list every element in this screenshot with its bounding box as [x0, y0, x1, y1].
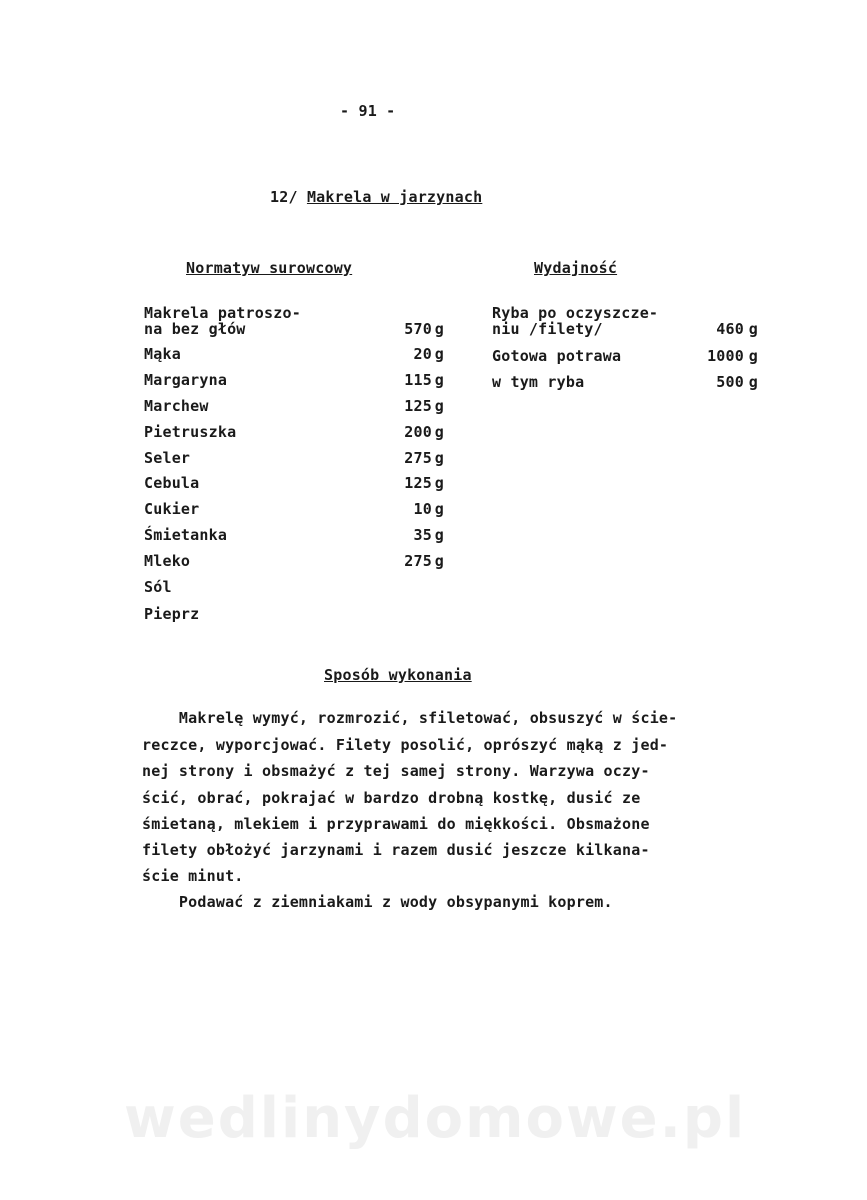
ingredient-name: Cebula	[144, 474, 200, 492]
ingredient-row	[144, 397, 444, 417]
ingredient-row	[144, 552, 444, 572]
ingredient-qty: 20	[413, 345, 432, 363]
ingredient-unit: g	[434, 345, 444, 363]
ingredient-row	[144, 423, 444, 443]
yield-name: Ryba po oczyszcze-	[492, 304, 659, 322]
recipe-title	[270, 188, 482, 206]
ingredient-row	[144, 449, 444, 469]
ingredient-row	[144, 500, 444, 520]
ingredient-row	[144, 345, 444, 365]
yield-qty: 500	[716, 373, 744, 391]
ingredient-name: na bez głów	[144, 320, 246, 338]
ingredient-row	[144, 578, 444, 598]
ingredient-name: Sól	[144, 578, 172, 596]
ingredient-row	[144, 371, 444, 391]
recipe-name: Makrela w jarzynach	[306, 188, 483, 206]
ingredient-qty: 275	[404, 552, 432, 570]
ingredient-row	[144, 474, 444, 494]
ingredient-qty: 10	[413, 500, 432, 518]
method-line: Makrelę wymyć, rozmrozić, sfiletować, obsuszyć w ście-	[142, 709, 678, 727]
ingredient-unit: g	[434, 552, 444, 570]
ingredient-row	[144, 320, 444, 340]
ingredient-unit: g	[434, 320, 444, 338]
ingredient-unit: g	[434, 474, 444, 492]
ingredient-name: Cukier	[144, 500, 200, 518]
ingredient-unit: g	[434, 371, 444, 389]
method-line: filety obłożyć jarzynami i razem dusić jeszcze kilkana-	[142, 841, 650, 859]
yield-heading: Wydajność	[534, 259, 618, 277]
ingredient-qty: 200	[404, 423, 432, 441]
ingredient-qty: 570	[404, 320, 432, 338]
ingredient-name: Śmietanka	[144, 526, 228, 544]
yield-unit: g	[748, 320, 758, 338]
method-heading: Sposób wykonania	[324, 666, 472, 684]
yield-qty: 1000	[707, 347, 744, 365]
ingredients-heading: Normatyw surowcowy	[186, 259, 353, 277]
watermark: wedlinydomowe.pl	[124, 1086, 747, 1151]
ingredient-qty: 275	[404, 449, 432, 467]
ingredient-name: Pietruszka	[144, 423, 237, 441]
ingredient-unit: g	[434, 526, 444, 544]
ingredient-qty: 125	[404, 397, 432, 415]
ingredient-qty: 115	[404, 371, 432, 389]
ingredient-name: Makrela patroszo-	[144, 304, 301, 322]
method-line: nej strony i obsmażyć z tej samej strony. Warzywa oczy-	[142, 762, 650, 780]
ingredient-unit: g	[434, 423, 444, 441]
ingredient-name: Pieprz	[144, 605, 200, 623]
ingredient-name: Seler	[144, 449, 191, 467]
yield-row	[492, 373, 758, 393]
ingredient-unit: g	[434, 449, 444, 467]
method-line: ścić, obrać, pokrajać w bardzo drobną kostkę, dusić ze	[142, 789, 641, 807]
yield-name: w tym ryba	[492, 373, 585, 391]
ingredient-unit: g	[434, 500, 444, 518]
recipe-number: 12/	[270, 188, 298, 206]
yield-row	[492, 320, 758, 340]
ingredient-unit: g	[434, 397, 444, 415]
ingredient-row	[144, 526, 444, 546]
ingredient-name: Mąka	[144, 345, 181, 363]
yield-row	[492, 347, 758, 367]
method-line: Podawać z ziemniakami z wody obsypanymi koprem.	[142, 893, 613, 911]
yield-qty: 460	[716, 320, 744, 338]
ingredient-name: Margaryna	[144, 371, 228, 389]
ingredient-row	[144, 605, 444, 625]
page-number: - 91 -	[340, 102, 396, 120]
yield-unit: g	[748, 347, 758, 365]
ingredient-qty: 35	[413, 526, 432, 544]
ingredient-name: Mleko	[144, 552, 191, 570]
ingredient-qty: 125	[404, 474, 432, 492]
method-line: reczce, wyporcjować. Filety posolić, oprószyć mąką z jed-	[142, 736, 669, 754]
yield-unit: g	[748, 373, 758, 391]
yield-name: Gotowa potrawa	[492, 347, 622, 365]
ingredient-name: Marchew	[144, 397, 209, 415]
yield-name: niu /filety/	[492, 320, 603, 338]
method-line: ście minut.	[142, 867, 244, 885]
method-line: śmietaną, mlekiem i przyprawami do miękkości. Obsmażone	[142, 815, 650, 833]
